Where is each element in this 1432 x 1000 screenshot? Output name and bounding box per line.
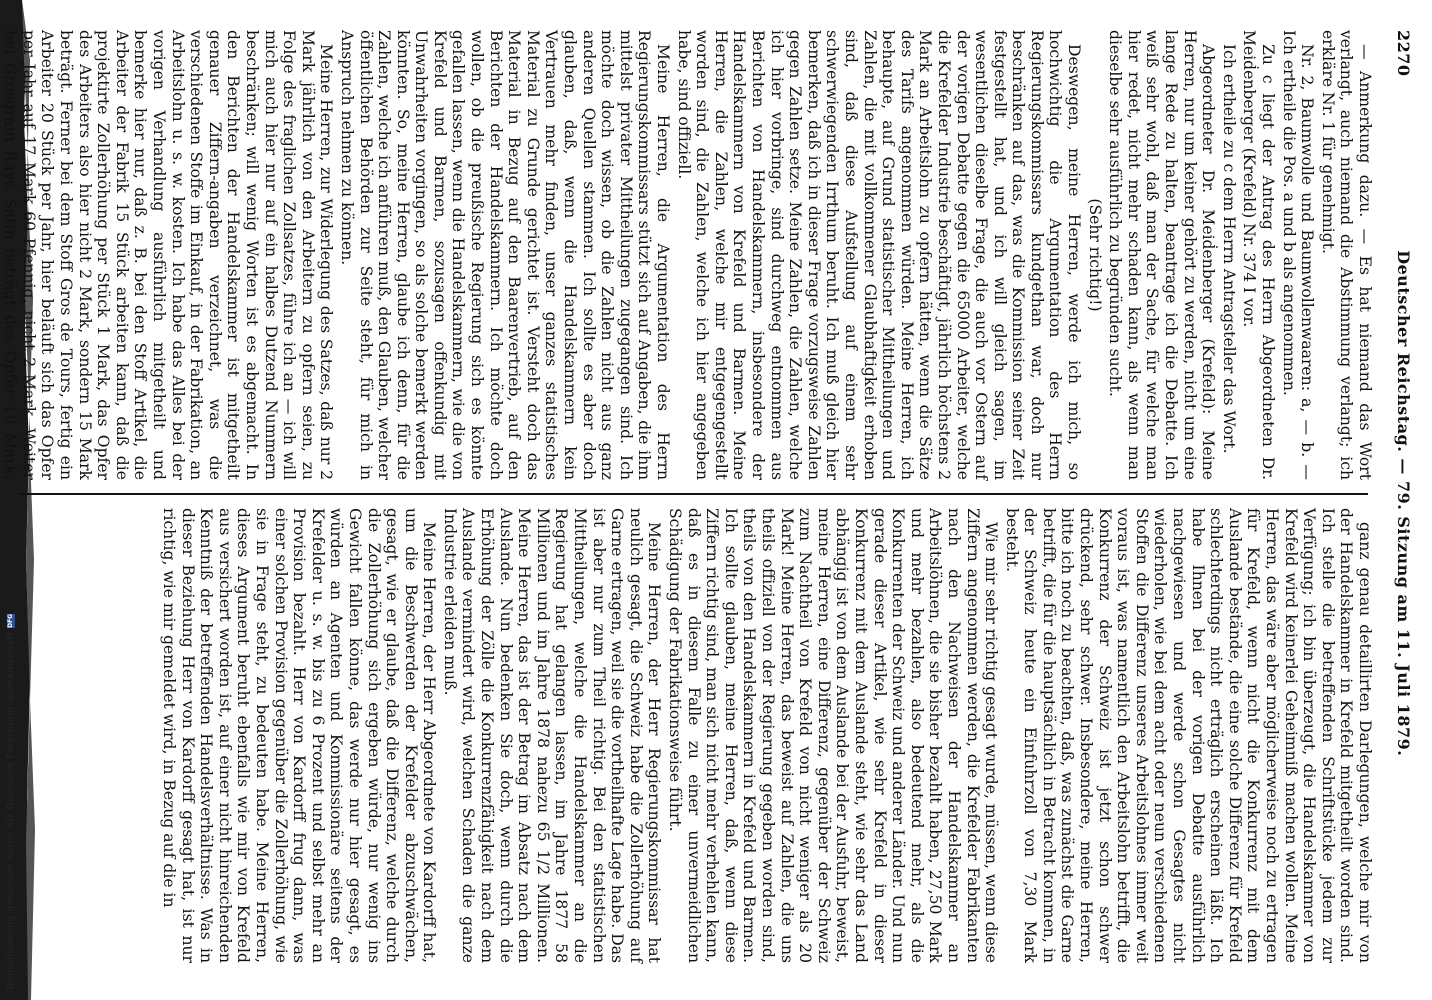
paragraph: Deswegen, meine Herren, werde ich mich, so hochwichtig die Argumentation des Herrn Regierungskommissars kundgethan war, doch nur beschränken auf das, was die Kommission seiner Zeit festgestellt hat, und ich will gleich sagen, im wesentlichen dieselbe Frage, die auch vor Ostern auf der vorigen Debatte gegen die 65000 Arbeiter, welche die Krefelder Industrie beschäftigt, jährlich höchstens 2 Mark an Arbeitslohn zu opfern hätten, wenn die Sätze des Tarifs angenommen würden. Meine Herren, ich behaupte, auf Grund statistischer Mittheilungen und Zahlen, die mit vollkommener Glaubhaftigkeit erhoben sind, daß diese Aufstellung auf einem sehr schwerwiegenden Irrthum beruht. Ich muß gleich hier bemerken, daß ich in dieser Frage vorzugsweise Zahlen gegen Zahlen setze. Meine Zahlen, die Zahlen, welche ich hier vorbringe, sind durchweg entnommen aus Berichten von Handelskammern, insbesondere der Handelskammern von Krefeld und Barmen. Meine Herren, die Zahlen, welche mir entgegengestellt worden sind, die Zahlen, welche ich hier angegeben habe, sind offiziell.	[674, 30, 1084, 480]
paragraph: Wie mir sehr richtig gesagt wurde, müssen, wenn diese Ziffern angenommen werden, die Krefelder Fabrikanten nach den Nachweisen der Handelskammer an Arbeitslöhnen, die sie bisher bezahlt haben, 27,50 Mark und mehr bezahlen, also bedeutend mehr, als die Konkurrenten der Schweiz und anderer Länder. Und nun gerade dieser Artikel, wie sehr Krefeld in dieser Konkurrenz mit dem Auslande steht, wie sehr das Land abhängig ist von dem Auslande bei der Ausfuhr, beweist, meine Herren, eine Differenz, gegenüber der Schweiz zum Nachtheil von Krefeld von nicht weniger als 20 Mark! Meine Herren, das beweist auf Zahlen, die uns theils offiziell von der Regierung gegeben worden sind, theils von den Handelskammern in Krefeld und Barmen. Ich sollte glauben, meine Herren, daß, wenn diese Ziffern richtig sind, man sich nicht mehr verhehlen kann, daß es in diesem Falle zu einer unvermeidlichen Schädigung der Fabrikationsweise führt.	[666, 508, 1001, 963]
footer-credit-text: Digitalisierung gefördert durch die Deutsche Forschungsgemeinschaft	[6, 631, 16, 990]
page-number: 2270	[1394, 30, 1414, 77]
left-column	[1, 30, 1374, 480]
column-divider	[20, 493, 1368, 495]
paragraph: Meine Herren, zur Widerlegung des Satzes, daß nur 2 Mark jährlich von den Arbeitern zu opfern seien, zu Folge des fraglichen Zollsatzes, führe ich an — ich will mich auch hier nur auf ein halbes Dutzend Nummern beschränken; will wenig Worten ist es abgemacht. In den Berichten der Handelskammer ist mitgetheilt genauer Ziffern-angaben verzeichnet, was die verschiedenen Stoffe im Einkauf, in der Fabrikation, an Arbeitslohn u. s. w. kosten. Ich habe das Alles bei der vorigen Verhandlung ausführlich mitgetheilt und bemerke hier nur, daß z. B. bei den Stoff Artikel, die Arbeiter der Fabrik 15 Stück arbeiten kann, daß die projektirte Zollerhöhung per Stück 1 Mark, das Opfer des Arbeiters also hier nicht 2 Mark, sondern 15 Mark beträgt. Ferner bei dem Stoff Gros de Tours, fertig ein Arbeiter 20 Stück per Jahr, hier beläuft sich das Opfer per Jahr auf 17 Mark 60 Pfennig, nicht 2 Mark. Weiter bei Grosgrain Rayé Satin beträgt das Opfer 18 Mark,	[1, 30, 336, 480]
paragraph: Zu c liegt der Antrag des Herrn Abgeordneten Dr. Meiḋenberger (Krefeld) Nr. 374 I vor.	[1240, 30, 1278, 480]
rotated-page	[1, 30, 1424, 970]
footer-credit	[6, 614, 16, 990]
paragraph: (Sehr richtig!)	[1085, 198, 1104, 312]
paragraph: Ich ertheile zu c dem Herrn Antragsteller das Wort.	[1219, 44, 1238, 454]
paragraph: Meine Herren, der Herr Regierungskommissar hat neulich gesagt, die Schweiz habe die Zollerhöhung auf Garne ertragen, weil sie die vortheilhafte Lage habe. Das ist aber nur zum Theil richtig. Bei den statistischen Mittheilungen, welche die Handelskammer an die Regierung hat gelangen lassen, im Jahre 1877 58 Millionen und im Jahre 1878 nahezu 65 1/2 Millionen. Meine Herren, das ist der Betrag im Absatz nach dem Auslande. Nun bedenken Sie doch, wenn durch die Erhöhung der Zölle die Konkurrenzfähigkeit nach dem Auslande vermindert wird, welchen Schaden die ganze Industrie erleiden muß.	[440, 508, 664, 963]
paragraph: Nr. 2, Baumwolle und Baumwollenwaaren: a, — b. — Ich ertheile die Pos. a und b als angenommen.	[1279, 30, 1317, 480]
running-title: Deutscher Reichstag. — 79. Sitzung am 11. Juli 1879.	[1394, 250, 1414, 757]
right-column	[14, 508, 1374, 963]
paragraph: Abgeordneter Dr. Meiḋenberger (Krefeld): Meine Herren, nur um keiner gehört zu werden, nicht um eine lange Rede zu halten, beantrage ich die Debatte. Ich weiß sehr wohl, daß man der Sache, für welche man hier redet, nicht mehr schaden kann, als wenn man dieselbe sehr ausführlich zu begründen sucht.	[1106, 30, 1218, 480]
dfg-logo: DFG	[7, 613, 14, 628]
paragraph: Meine Herren, die Argumentation des Herrn Regierungskommissars stützt sich auf Angaben, die ihm mittelst privater Mittheilungen zugegangen sind. Ich möchte doch wissen, ob die Zahlen nicht aus ganz anderen Quellen stammen. Ich sollte es aber doch glauben, daß, wenn die Handelskammern kein Vertrauen mehr finden, unser ganzes statistisches Material zu Grunde gerichtet ist. Versteht doch das Material in Bezug auf den Baarenvertrieb, auf den Berichten der Handelskammern. Ich möchte doch wollen, ob die preußische Regierung sich es könnte gefallen lassen, wenn die Handelskammern, wie die von Krefeld und Barmen, sozusagen offenkundig mit Unwahrheiten vorgingen, so als solche bemerkt werden könnten. So, meine Herren, glaube ich denn, für die Zahlen, welche ich anführen muß, den Glauben, welcher öffentlichen Behörden zur Seite steht, für mich in Anspruch nehmen zu können.	[337, 30, 673, 480]
paragraph: ganz genau detaillirten Darlegungen, welche mir von der Handelskammer in Krefeld mitgetheilt worden sind. Ich stelle die betreffenden Schriftstücke jedem zur Verfügung; ich bin überzeugt, die Handelskammer von Krefeld wird keinerlei Geheimniß machen wollen. Meine Herren, das wäre aber möglicherweise noch zu ertragen für Krefeld, wenn nicht die Konkurrenz mit dem Auslande bestände, die eine solche Differenz für Krefeld schlechterdings nicht erträglich erscheinen läßt. Ich habe Ihnen bei der vorigen Debatte ausführlich nachgewiesen und werde schon Gesagtes nicht wiederholen, wie bei dem acht oder neun verschiedenen Stoffen die Differenz unseres Arbeitslohnes immer weit voraus ist, was namentlich den Arbeitslohn betrifft, die Konkurrenz der Schweiz ist jetzt schon schwer drückend, sehr schwer. Insbesondere, meine Herren, bitte ich noch zu beachten, daß, was zunächst die Garne betrifft, die für die hauptsächlich in Betracht kommen, in der Schweiz heute ein Einfuhrzoll von 7,30 Mark besteht.	[1002, 508, 1374, 963]
page-header	[1384, 30, 1424, 970]
paragraph: Meine Herren, der Herr Abgeordnete von Kardorff hat, um die Beschwerden der Krefelder abzuschwächen, gesagt, wie er glaube, daß die Differenz, welche durch die Zollerhöhung sich ergeben würde, nur wenig ins Gewicht fallen könne, das werde nur hier gesagt, es würden an Agenten und Kommissionäre seitens der Krefelder u. s. w. bis zu 6 Prozent und selbst mehr an Provision bezahlt. Herr von Kardorff frug dann, was einer solchen Provision gegenüber die Zollerhöhung, wie sie in Frage steht, zu bedeuten habe. Meine Herren, dieses Argument beruht ebenfalls wie mir von Krefeld aus versichert worden ist, auf einer nicht hinreichenden Kenntniß der betreffenden Handelsverhältnisse. Was in dieser Beziehung Herr von Kardorff gesagt hat, ist nur richtig, wie mir gemeldet wird, in Bezug auf die in	[160, 508, 439, 963]
paragraph: — Anmerkung dazu. — Es hat niemand das Wort verlangt, auch niemand die Abstimmung verlangt; ich erkläre Nr. 1 für genehmigt.	[1318, 30, 1374, 480]
